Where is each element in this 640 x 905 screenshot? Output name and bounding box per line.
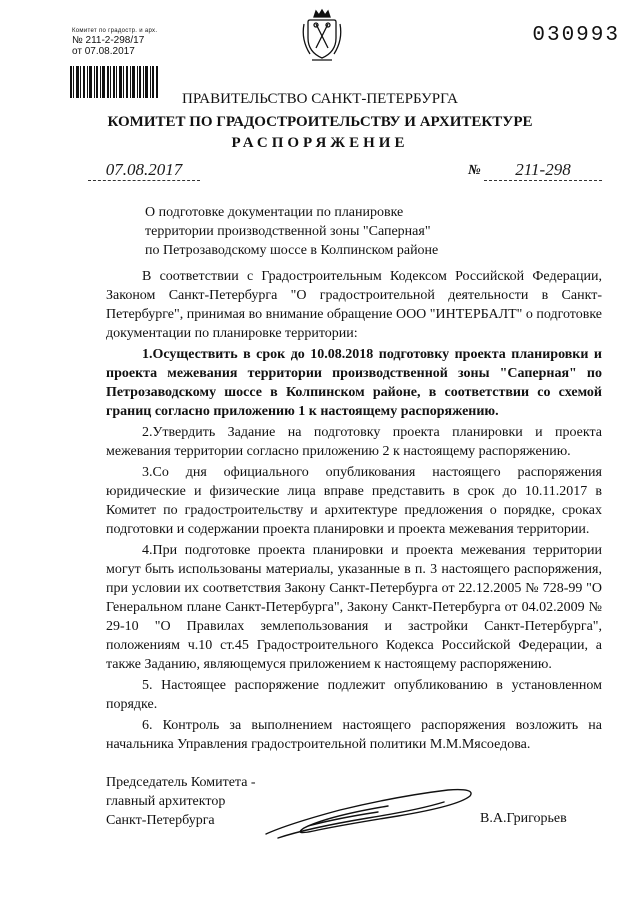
document-subject	[145, 203, 485, 260]
stamp-reg-number: № 211-2-298/17	[72, 35, 145, 46]
signatory-title-line: Санкт-Петербурга	[106, 813, 215, 828]
signatory-title	[106, 773, 256, 830]
document-serial-number: 030993	[532, 24, 620, 47]
signatory-title-line: главный архитектор	[106, 794, 226, 809]
document-body	[106, 267, 602, 756]
registration-stamp	[30, 28, 160, 57]
document-type-heading: РАСПОРЯЖЕНИЕ	[231, 135, 409, 151]
handwritten-date: 07.08.2017	[88, 160, 200, 181]
preamble-paragraph: В соответствии с Градостроительным Кодексом Российской Федерации, Законом Санкт-Петербурга "О градостроительной деятельности в Санкт-Петербурге", принимая во внимание обращение ООО "ИНТЕРБАЛТ" о подготовке документации по планировке территории:	[106, 269, 602, 341]
handwritten-signature-icon	[248, 776, 488, 846]
committee-heading: КОМИТЕТ ПО ГРАДОСТРОИТЕЛЬСТВУ И АРХИТЕКТУРЕ	[107, 114, 533, 130]
stamp-reg-date: от 07.08.2017	[72, 46, 135, 57]
signatory-name: В.А.Григорьев	[480, 811, 567, 826]
clause-1: 1.Осуществить в срок до 10.08.2018 подготовку проекта планировки и проекта межевания территории производственной зоны "Саперная" по Петрозаводскому шоссе в Колпинском районе, в соответствии со схемой границ согласно приложению 1 к настоящему распоряжению.	[106, 347, 602, 419]
number-sign: №	[468, 163, 481, 178]
clause-6: 6. Контроль за выполнением настоящего распоряжения возложить на начальника Управления градостроительной политики М.М.Мясоедова.	[106, 718, 602, 752]
stamp-organization: Комитет по градостр. и арх.	[72, 28, 158, 34]
subject-line: территории производственной зоны "Саперная"	[145, 224, 431, 239]
clause-5: 5. Настоящее распоряжение подлежит опубликованию в установленном порядке.	[106, 678, 602, 712]
signatory-title-line: Председатель Комитета -	[106, 775, 256, 790]
coat-of-arms-icon	[300, 8, 344, 64]
clause-2: 2.Утвердить Задание на подготовку проекта планировки и проекта межевания территории согласно приложению 2 к настоящему распоряжению.	[106, 425, 602, 459]
subject-line: О подготовке документации по планировке	[145, 205, 404, 220]
subject-line: по Петрозаводскому шоссе в Колпинском районе	[145, 243, 439, 258]
handwritten-number: 211-298	[484, 160, 602, 181]
government-heading: ПРАВИТЕЛЬСТВО САНКТ-ПЕТЕРБУРГА	[182, 91, 458, 107]
clause-3: 3.Со дня официального опубликования настоящего распоряжения юридические и физические лица вправе представить в срок до 10.11.2017 в Комитет по градостроительству и архитектуре предложения о порядке, сроках подготовки и содержании проекта планировки и проекта межевания территории.	[106, 465, 602, 537]
clause-4: 4.При подготовке проекта планировки и проекта межевания территории могут быть использованы материалы, указанные в п. 3 настоящего распоряжения, при условии их соответствия Закону Санкт-Петербурга от 22.12.2005 № 728-99 "О Генеральном плане Санкт-Петербурга", Закону Санкт-Петербурга от 04.02.2009 № 29-10 "О Правилах землепользования и застройки Санкт-Петербурга", положениям ч.10 ст.45 Градостроительного Кодекса Российской Федерации, а также Заданию, являющемуся приложением к настоящему распоряжению.	[106, 543, 602, 672]
